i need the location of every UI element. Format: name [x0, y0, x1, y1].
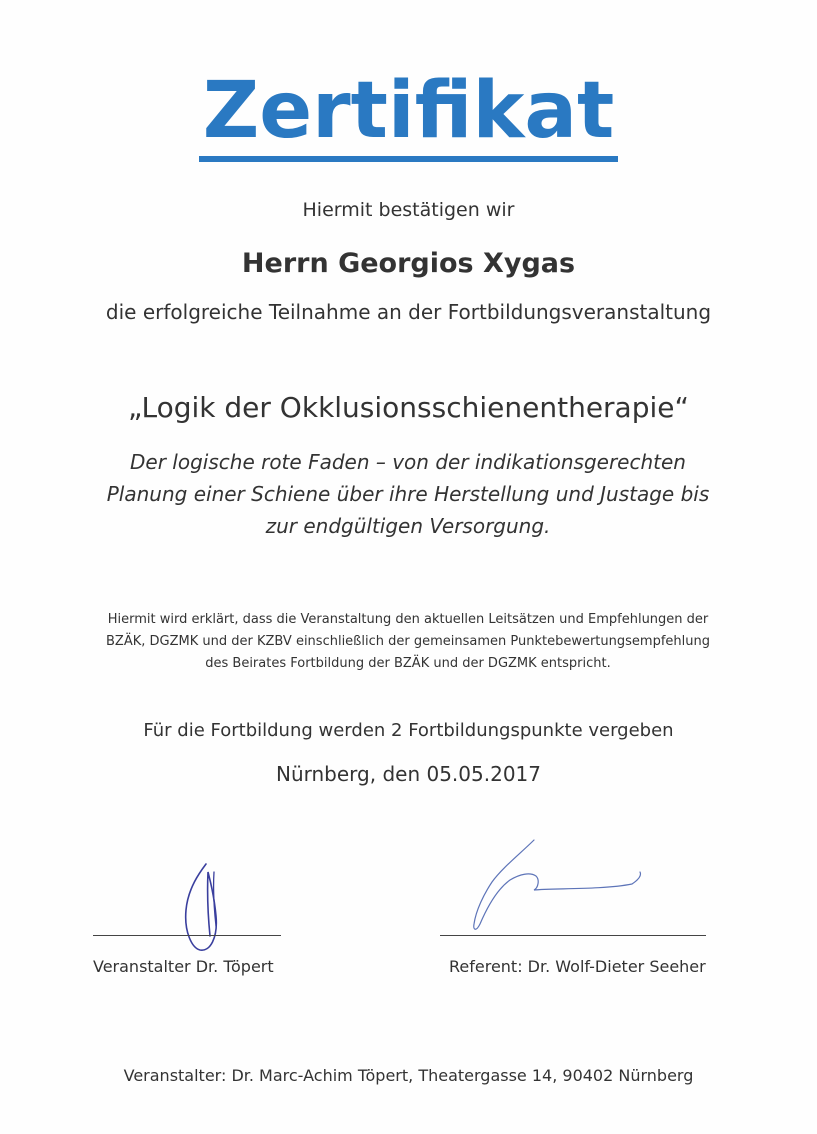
speaker-signature — [462, 838, 652, 938]
participation-text: die erfolgreiche Teilnahme an der Fortbildungsveranstaltung — [105, 300, 712, 324]
declaration-line: BZÄK, DGZMK und der KZBV einschließlich der gemeinsamen Punktebewertungsempfehlung — [106, 634, 710, 649]
speaker-signature-label: Referent: Dr. Wolf-Dieter Seeher — [449, 957, 706, 976]
points-text: Für die Fortbildung werden 2 Fortbildungspunkte vergeben — [143, 720, 674, 741]
organizer-signature-label: Veranstalter Dr. Töpert — [93, 957, 274, 976]
place-date: Nürnberg, den 05.05.2017 — [275, 762, 541, 786]
course-subtitle — [78, 446, 738, 542]
declaration-line: des Beirates Fortbildung der BZÄK und der DGZMK entspricht. — [205, 656, 611, 671]
organizer-signature — [170, 858, 240, 958]
certificate-title — [0, 66, 817, 162]
course-subtitle-line: Der logische rote Faden – von der indikationsgerechten — [130, 450, 686, 474]
course-subtitle-line: zur endgültigen Versorgung. — [265, 514, 551, 538]
certificate-title-text: Zertifikat — [199, 72, 619, 162]
footer-address: Veranstalter: Dr. Marc-Achim Töpert, Theatergasse 14, 90402 Nürnberg — [123, 1066, 694, 1085]
intro-text: Hiermit bestätigen wir — [302, 199, 515, 221]
organizer-signature-line — [93, 935, 281, 936]
speaker-signature-line — [440, 935, 706, 936]
course-title: „Logik der Okklusionsschienentherapie“ — [127, 391, 689, 424]
declaration-line: Hiermit wird erklärt, dass die Veranstaltung den aktuellen Leitsätzen und Empfehlungen der — [107, 612, 709, 627]
declaration-text — [58, 609, 758, 675]
recipient-name: Herrn Georgios Xygas — [241, 248, 576, 279]
course-subtitle-line: Planung einer Schiene über ihre Herstellung und Justage bis — [106, 482, 710, 506]
